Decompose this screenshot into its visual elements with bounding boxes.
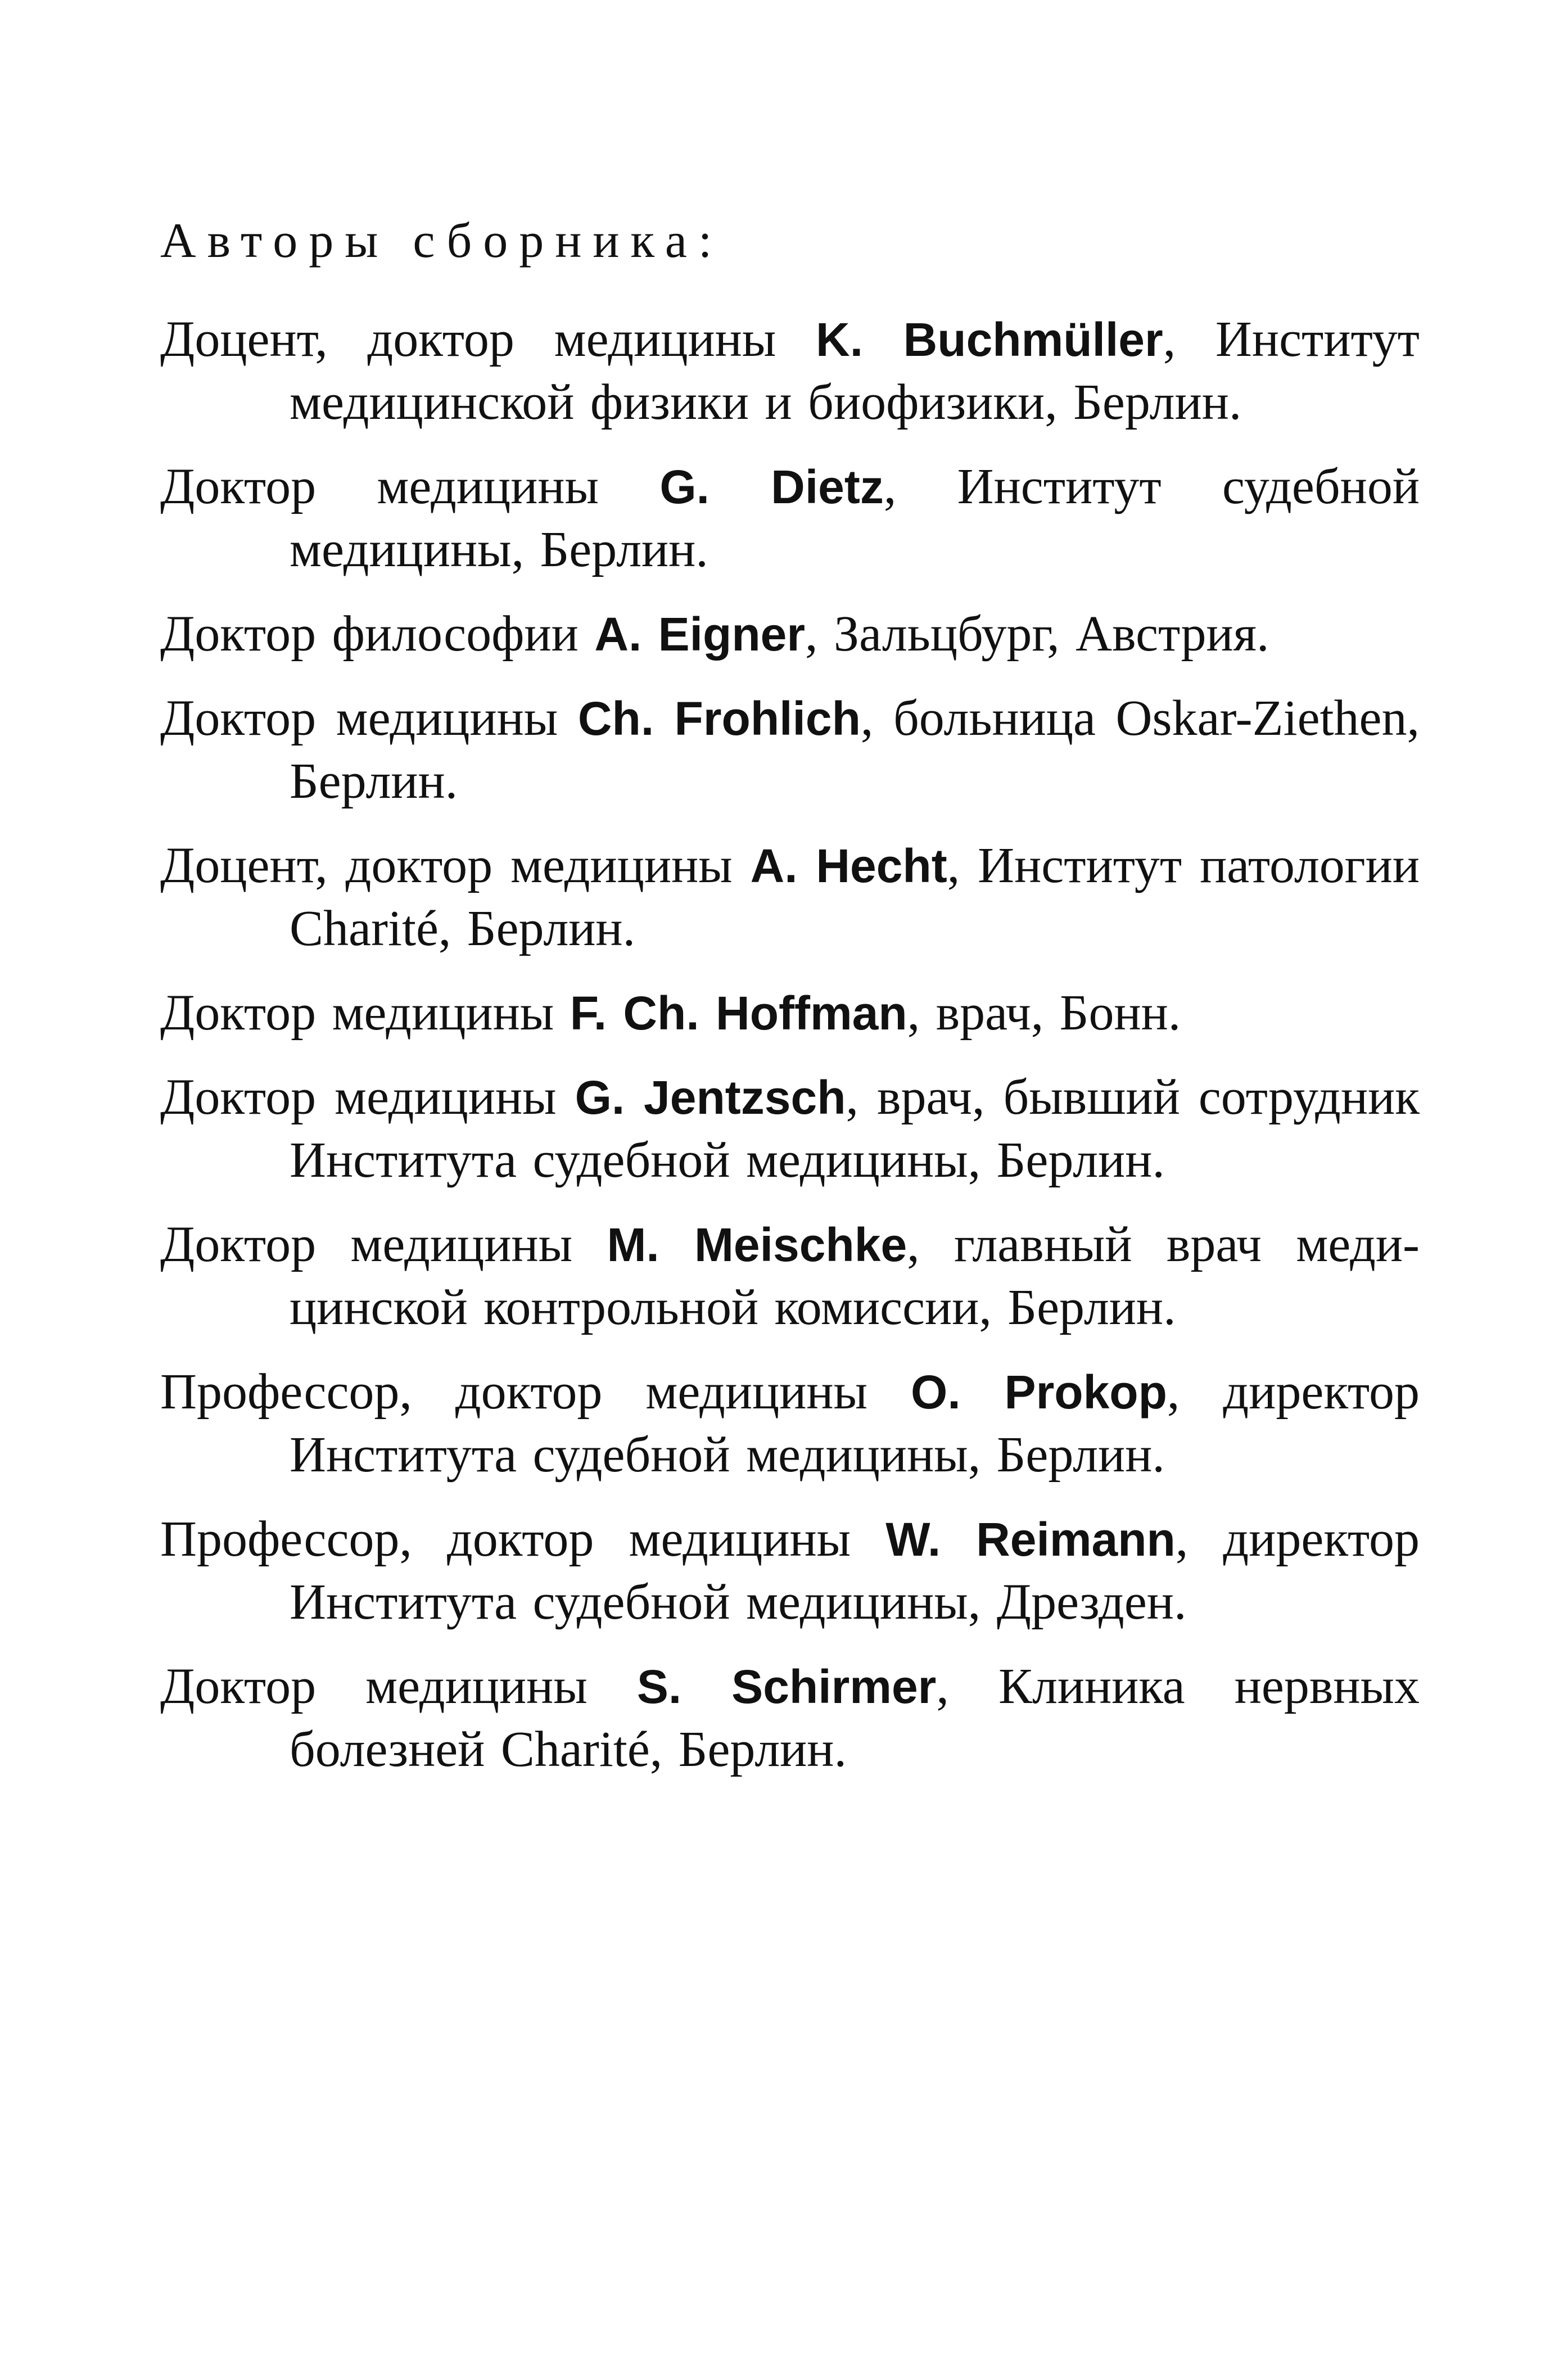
author-title: Доцент, доктор медицины	[160, 838, 733, 893]
author-entry-buchmuller	[160, 308, 1420, 434]
author-info: , врач, Бонн.	[907, 985, 1181, 1041]
author-info: , директор Института судебной медицины, Берлин.	[290, 1364, 1420, 1483]
author-info: , больница Oskar-Ziethen, Берлин.	[290, 690, 1420, 809]
author-name: A. Eigner	[594, 608, 806, 661]
author-info: , Институт патологии Charité, Берлин.	[290, 838, 1420, 956]
author-entry-meischke	[160, 1213, 1420, 1339]
author-title: Доктор медицины	[160, 690, 558, 746]
page-heading: Авторы сборника:	[160, 214, 724, 268]
author-name: Ch. Frohlich	[577, 692, 861, 745]
author-entry-frohlich	[160, 687, 1420, 813]
author-info: , директор Института судебной медицины, Дрезден.	[290, 1511, 1420, 1630]
author-info: , Клиника нервных болезней Charité, Берлин.	[290, 1659, 1420, 1777]
author-title: Доктор медицины	[160, 1217, 573, 1272]
author-entry-reimann	[160, 1508, 1420, 1634]
author-name: F. Ch. Hoffman	[570, 987, 907, 1040]
author-entry-hecht	[160, 834, 1420, 960]
author-entry-eigner	[160, 603, 1420, 666]
author-name: M. Meischke	[607, 1218, 907, 1271]
author-entry-dietz	[160, 455, 1420, 581]
author-name: S. Schirmer	[636, 1660, 937, 1713]
author-name: G. Dietz	[659, 460, 884, 513]
author-name: K. Buchmüller	[816, 313, 1163, 366]
author-name: O. Prokop	[911, 1366, 1167, 1419]
author-info: , Институт медицинской физики и биофизики, Берлин.	[290, 311, 1420, 430]
author-name: W. Reimann	[885, 1513, 1176, 1566]
author-title: Доктор медицины	[160, 459, 599, 514]
author-entry-prokop	[160, 1361, 1420, 1487]
author-title: Профессор, доктор медицины	[160, 1511, 851, 1567]
author-entry-schirmer	[160, 1655, 1420, 1781]
author-title: Доцент, доктор медицины	[160, 311, 776, 367]
author-entry-jentzsch	[160, 1066, 1420, 1192]
author-title: Доктор медицины	[160, 1069, 557, 1125]
author-info: , Зальцбург, Австрия.	[805, 606, 1269, 662]
author-title: Доктор медицины	[160, 985, 554, 1041]
author-info: , Институт судебной медицины, Берлин.	[290, 459, 1420, 577]
author-name: A. Hecht	[750, 839, 947, 892]
author-title: Профессор, доктор медицины	[160, 1364, 868, 1420]
author-info: , врач, бывший сотрудник Института судебной медицины, Берлин.	[290, 1069, 1420, 1188]
authors-list	[160, 308, 1420, 1803]
author-name: G. Jentzsch	[575, 1071, 846, 1124]
author-entry-hoffman	[160, 982, 1420, 1045]
author-title: Доктор философии	[160, 606, 579, 662]
author-title: Доктор медицины	[160, 1659, 588, 1714]
author-info: , главный врач медицинской контрольной комиссии, Берлин.	[290, 1217, 1420, 1335]
